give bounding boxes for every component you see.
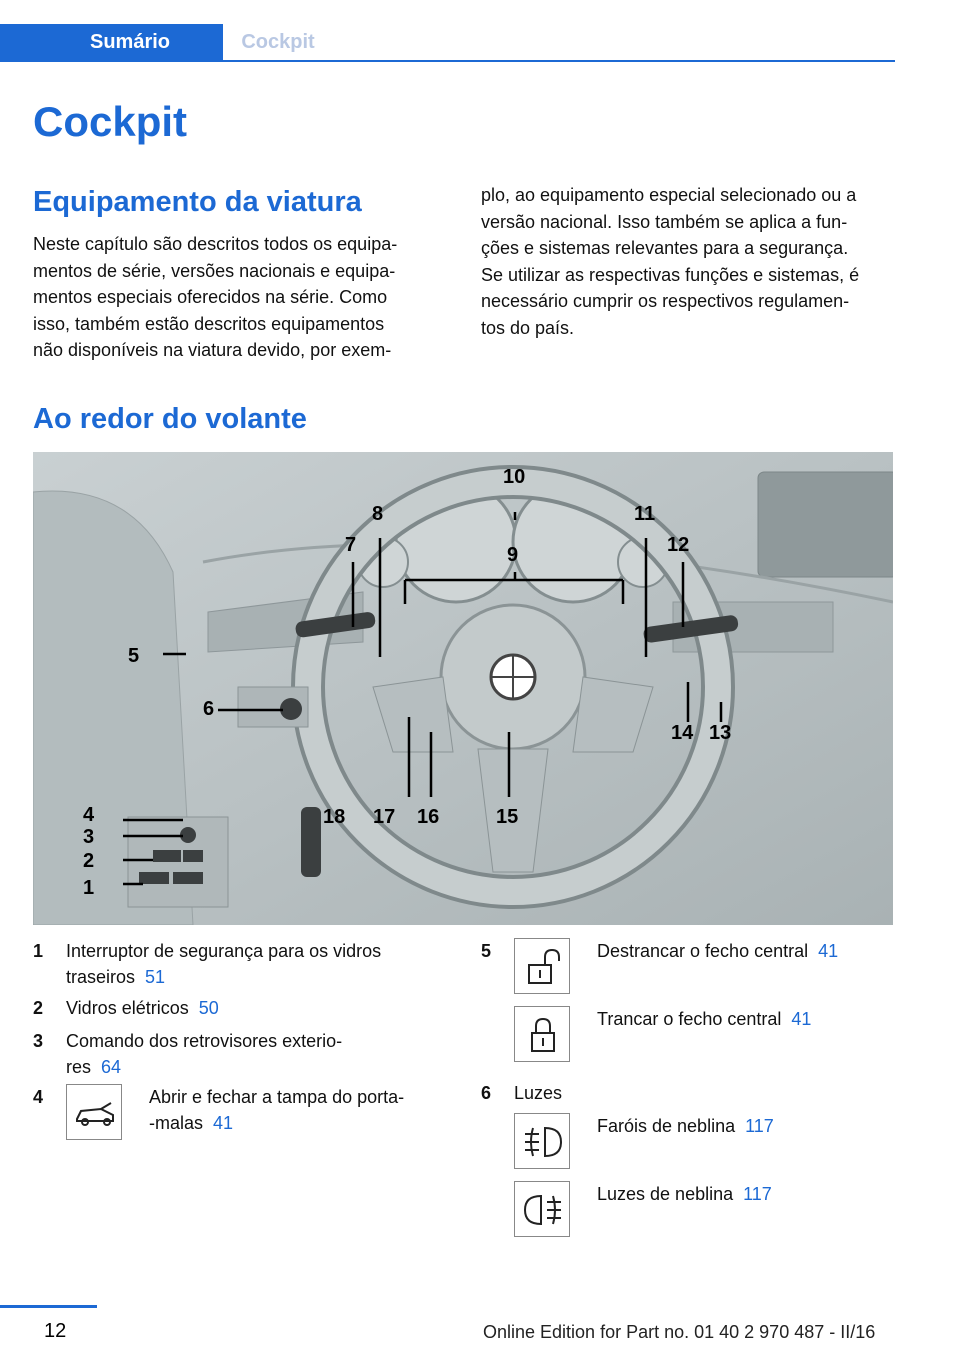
page-title: Cockpit	[33, 98, 188, 145]
text-line: versão nacional. Isso também se aplica a fun-	[481, 211, 848, 232]
text-line: mentos de série, versões nacionais e equipa-	[33, 260, 396, 281]
item-number: 3	[33, 1031, 44, 1051]
item-text: Faróis de neblina	[597, 1116, 736, 1136]
item-number: 5	[481, 941, 492, 961]
top-navigation	[0, 24, 895, 62]
item-text: Luzes	[514, 1083, 563, 1103]
item-text: Trancar o fecho central	[597, 1009, 782, 1029]
callout-label: 5	[128, 645, 140, 667]
item-text: Abrir e fechar a tampa do porta-	[149, 1087, 405, 1107]
unlock-icon	[514, 938, 570, 994]
callout-label: 4	[83, 804, 95, 826]
section-heading-equipment: Equipamento da viatura	[33, 186, 362, 218]
callout-label: 16	[417, 806, 440, 828]
callout-label: 7	[345, 534, 357, 556]
rear-fog-light-icon	[514, 1181, 570, 1237]
item-number: 1	[33, 941, 44, 961]
callout-label: 14	[671, 722, 694, 744]
page-reference[interactable]: 50	[198, 998, 219, 1018]
callout-label: 8	[372, 503, 384, 525]
footer-divider	[0, 1305, 97, 1308]
callout-label: 3	[83, 826, 95, 848]
intro-paragraph-left	[33, 231, 453, 364]
callout-label: 9	[507, 544, 519, 566]
item-text: Interruptor de segurança para os vidros	[66, 941, 382, 961]
callout-label: 1	[83, 877, 95, 899]
page-reference[interactable]: 51	[145, 967, 166, 987]
intro-paragraph-right	[481, 182, 901, 341]
text-line: ções e sistemas relevantes para a segurança.	[481, 238, 849, 258]
text-line: não disponíveis na viatura devido, por exem-	[33, 340, 392, 360]
page-reference[interactable]: 41	[213, 1113, 234, 1133]
callout-label: 11	[634, 503, 656, 525]
front-fog-light-icon	[514, 1113, 570, 1169]
page-reference[interactable]: 64	[101, 1057, 122, 1077]
text-line: mentos especiais oferecidos na série. Como	[33, 287, 388, 307]
callout-label: 10	[503, 466, 526, 488]
page-number: 12	[44, 1320, 67, 1342]
callout-label: 17	[373, 806, 396, 828]
page-reference[interactable]: 117	[745, 1116, 774, 1136]
callout-label: 18	[323, 806, 346, 828]
text-line: Neste capítulo são descritos todos os equipa-	[33, 234, 398, 254]
cockpit-illustration	[33, 452, 893, 925]
item-text: res	[66, 1057, 92, 1077]
item-number: 2	[33, 998, 44, 1018]
text-line: isso, também estão descritos equipamentos	[33, 313, 385, 334]
tab-summary[interactable]: Sumário	[0, 24, 223, 60]
item-number: 6	[481, 1083, 492, 1103]
page-reference[interactable]: 41	[791, 1009, 812, 1029]
section-heading-steering-wheel: Ao redor do volante	[33, 403, 307, 435]
lock-icon	[514, 1006, 570, 1062]
tab-cockpit[interactable]: Cockpit	[241, 31, 315, 53]
callout-label: 12	[667, 534, 690, 556]
edition-text: Online Edition for Part no. 01 40 2 970 487 - II/16	[483, 1322, 876, 1342]
tailgate-icon	[66, 1084, 122, 1140]
callout-label: 13	[709, 722, 732, 744]
item-text: Destrancar o fecho central	[597, 941, 809, 961]
callout-label: 6	[203, 698, 215, 720]
callout-label: 15	[496, 806, 519, 828]
page-reference[interactable]: 117	[743, 1184, 772, 1204]
text-line: tos do país.	[481, 317, 575, 338]
item-text: -malas	[149, 1113, 204, 1133]
text-line: necessário cumprir os respectivos regulamen-	[481, 291, 850, 311]
callout-label: 2	[83, 850, 95, 872]
text-line: Se utilizar as respectivas funções e sistemas, é	[481, 264, 860, 285]
text-line: plo, ao equipamento especial selecionado ou a	[481, 185, 857, 205]
item-text: Comando dos retrovisores exterio-	[66, 1031, 343, 1051]
item-text: Luzes de neblina	[597, 1184, 734, 1204]
item-text: Vidros elétricos	[66, 998, 189, 1018]
item-text: traseiros	[66, 967, 136, 987]
page-reference[interactable]: 41	[818, 941, 839, 961]
item-number: 4	[33, 1087, 44, 1107]
